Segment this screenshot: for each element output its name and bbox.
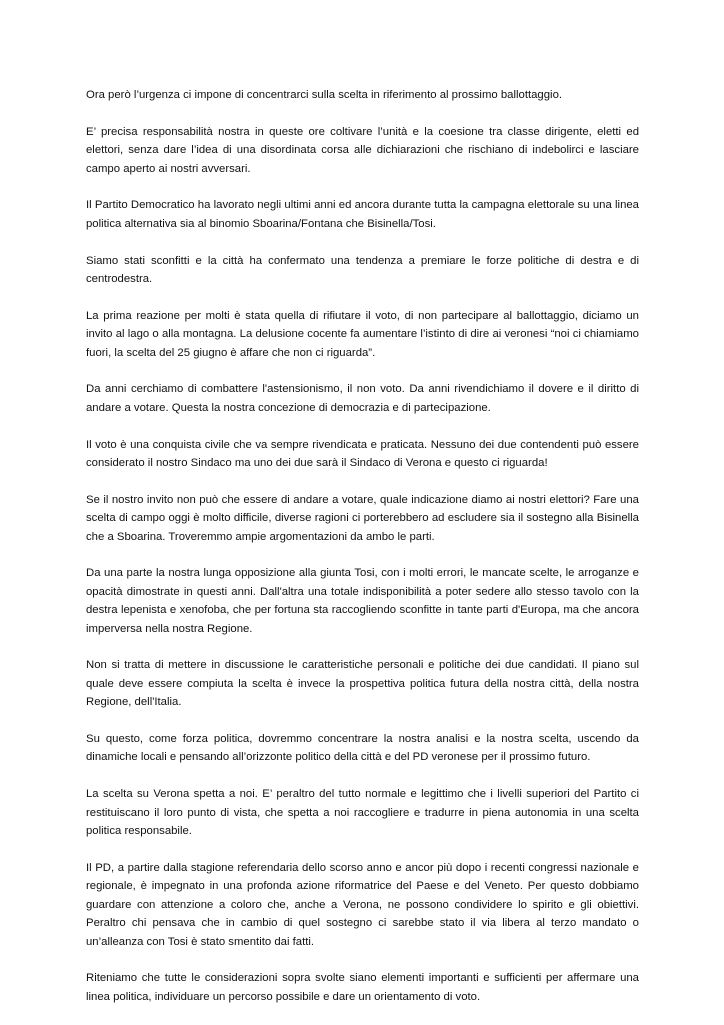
document-body xyxy=(86,86,639,1025)
paragraph-14: Riteniamo che tutte le considerazioni sopra svolte siano elementi importanti e sufficienti per affermare una linea politica, individuare un percorso possibile e dare un orientamento di voto. xyxy=(86,972,639,1003)
paragraph-5: La prima reazione per molti è stata quella di rifiutare il voto, di non partecipare al ballottaggio, diciamo un invito al lago o alla montagna. La delusione cocente fa aumentare l’istinto di dire ai veronesi “noi ci chiamiamo fuori, la scelta del 25 giugno è affare che non ci riguarda”. xyxy=(86,309,639,359)
paragraph-2: E’ precisa responsabilità nostra in queste ore coltivare l’unità e la coesione tra classe dirigente, eletti ed elettori, senza dare l’idea di una disordinata corsa alle dichiarazioni che rischiano di indebolirci e lasciare campo aperto ai nostri avversari. xyxy=(86,125,639,175)
paragraph-12: La scelta su Verona spetta a noi. E’ peraltro del tutto normale e legittimo che i livelli superiori del Partito ci restituiscano il loro punto di vista, che spetta a noi raccogliere e tradurre in piena autonomia in una scelta politica responsabile. xyxy=(86,788,639,838)
paragraph-13: Il PD, a partire dalla stagione referendaria dello scorso anno e ancor più dopo i recenti congressi nazionale e regionale, è impegnato in una profonda azione riformatrice del Paese e del Veneto. Per questo dobbiamo guardare con attenzione a coloro che, anche a Verona, ne possono condividere lo spirito e gli obiettivi. Peraltro chi pensava che in cambio di quel sostegno ci sarebbe stato il via libera al terzo mandato o un’alleanza con Tosi è stato smentito dai fatti. xyxy=(86,861,639,948)
paragraph-11: Su questo, come forza politica, dovremmo concentrare la nostra analisi e la nostra scelta, uscendo da dinamiche locali e pensando all’orizzonte politico della città e del PD veronese per il prossimo futuro. xyxy=(86,733,639,764)
paragraph-4: Siamo stati sconfitti e la città ha confermato una tendenza a premiare le forze politiche di destra e di centrodestra. xyxy=(86,254,639,286)
paragraph-7: Il voto è una conquista civile che va sempre rivendicata e praticata. Nessuno dei due contendenti può essere considerato il nostro Sindaco ma uno dei due sarà il Sindaco di Verona e questo ci riguarda! xyxy=(86,438,639,470)
paragraph-9: Da una parte la nostra lunga opposizione alla giunta Tosi, con i molti errori, le mancate scelte, le arroganze e opacità dimostrate in questi anni. Dall'altra una totale indisponibilità a poter sedere allo stesso tavolo con la destra lepenista e xenofoba, che per fortuna sta raccogliendo sconfitte in tante parti d'Europa, ma che ancora imperversa nella nostra Regione. xyxy=(86,567,639,635)
paragraph-8: Se il nostro invito non può che essere di andare a votare, quale indicazione diamo ai nostri elettori? Fare una scelta di campo oggi è molto difficile, diverse ragioni ci porterebbero ad escludere sia il sostegno alla Bisinella che a Sboarina. Troveremmo ampie argomentazioni da ambo le parti. xyxy=(86,493,639,543)
paragraph-3: Il Partito Democratico ha lavorato negli ultimi anni ed ancora durante tutta la campagna elettorale su una linea politica alternativa sia al binomio Sboarina/Fontana che Bisinella/Tosi. xyxy=(86,199,639,230)
paragraph-10: Non si tratta di mettere in discussione le caratteristiche personali e politiche dei due candidati. Il piano sul quale deve essere compiuta la scelta è invece la prospettiva politica futura della nostra città, della nostra Regione, dell'Italia. xyxy=(86,659,639,709)
paragraph-6: Da anni cerchiamo di combattere l'astensionismo, il non voto. Da anni rivendichiamo il dovere e il diritto di andare a votare. Questa la nostra concezione di democrazia e di partecipazione. xyxy=(86,383,639,414)
paragraph-1: Ora però l’urgenza ci impone di concentrarci sulla scelta in riferimento al prossimo ballottaggio. xyxy=(86,89,563,101)
